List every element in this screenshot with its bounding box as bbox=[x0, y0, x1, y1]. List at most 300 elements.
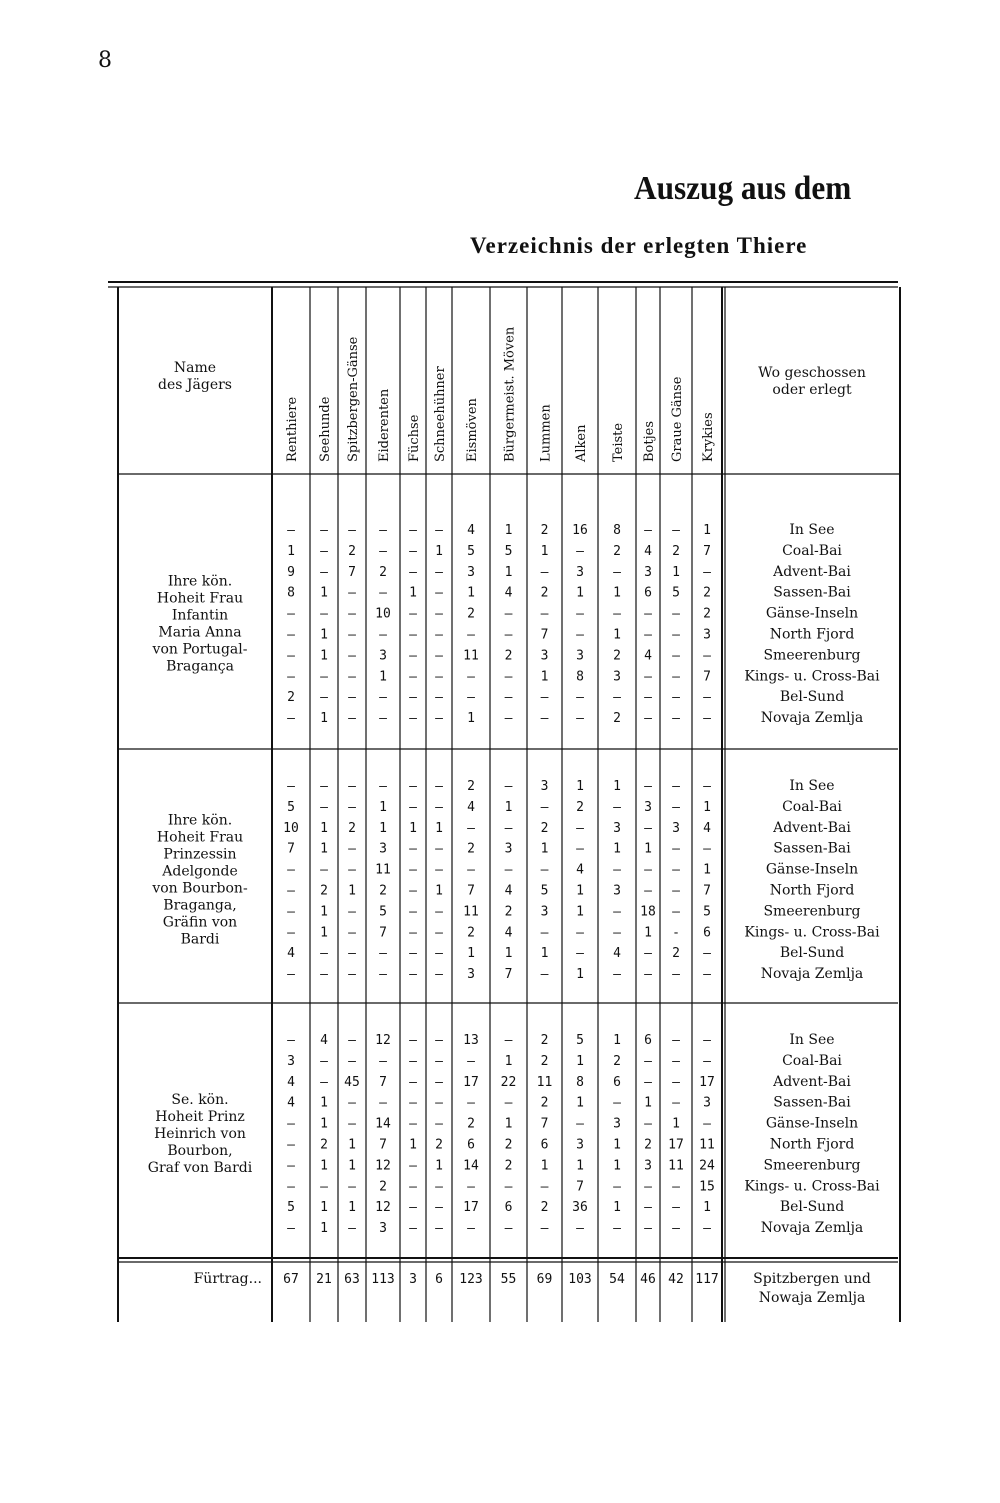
location-cell: Sassen-Bai bbox=[773, 1094, 851, 1111]
count-cell: 5 bbox=[672, 585, 680, 601]
count-cell: 1 bbox=[320, 820, 328, 836]
count-cell: — bbox=[320, 862, 328, 878]
count-cell: — bbox=[320, 779, 328, 794]
location-cell: Coal-Bai bbox=[782, 542, 842, 559]
count-cell: 7 bbox=[540, 1116, 549, 1132]
count-cell: 8 bbox=[576, 1074, 584, 1090]
count-cell: 1 bbox=[467, 946, 475, 962]
count-cell: — bbox=[644, 606, 652, 622]
count-cell: — bbox=[435, 564, 443, 580]
count-cell: — bbox=[644, 627, 652, 643]
count-cell: — bbox=[409, 523, 417, 538]
count-cell: 1 bbox=[409, 820, 417, 836]
count-cell: — bbox=[613, 606, 621, 622]
count-cell: 24 bbox=[699, 1158, 715, 1174]
count-cell: — bbox=[540, 862, 549, 878]
location-cell: Novaja Zemlja bbox=[760, 710, 864, 727]
count-cell: 10 bbox=[375, 606, 391, 622]
total-cell: 6 bbox=[435, 1272, 443, 1287]
count-cell: — bbox=[320, 946, 328, 962]
count-cell: — bbox=[613, 904, 621, 920]
count-cell: 4 bbox=[504, 585, 513, 601]
count-cell: 1 bbox=[320, 925, 328, 941]
count-cell: — bbox=[320, 564, 328, 580]
count-cell: 1 bbox=[540, 543, 549, 559]
location-cell: In See bbox=[789, 1032, 835, 1048]
count-cell: — bbox=[379, 1095, 387, 1111]
count-cell: — bbox=[409, 543, 417, 559]
count-cell: 1 bbox=[540, 1158, 549, 1174]
total-cell: 55 bbox=[500, 1272, 517, 1287]
count-cell: — bbox=[644, 690, 652, 706]
count-cell: 3 bbox=[467, 564, 475, 580]
count-cell: 11 bbox=[668, 1158, 684, 1174]
hunter-name-line: Se. kön. bbox=[171, 1092, 229, 1108]
count-cell: — bbox=[672, 904, 680, 920]
count-cell: — bbox=[435, 1179, 443, 1195]
count-cell: — bbox=[467, 627, 475, 643]
count-cell: — bbox=[644, 1179, 652, 1195]
animal-column-header: Spitzbergen-Gänse bbox=[346, 336, 361, 462]
count-cell: 2 bbox=[703, 585, 711, 601]
count-cell: — bbox=[576, 711, 584, 727]
count-cell: 6 bbox=[644, 1033, 652, 1048]
location-cell: Smeerenburg bbox=[763, 903, 861, 920]
count-cell: 2 bbox=[613, 648, 621, 664]
count-cell: 1 bbox=[348, 1200, 356, 1216]
count-cell: — bbox=[504, 669, 513, 685]
count-cell: 1 bbox=[576, 585, 584, 601]
count-cell: — bbox=[287, 1137, 295, 1153]
count-cell: — bbox=[287, 779, 295, 794]
count-cell: 8 bbox=[287, 585, 295, 601]
animal-column-header: Graue Gänse bbox=[670, 376, 685, 462]
count-cell: — bbox=[504, 862, 513, 878]
count-cell: — bbox=[320, 669, 328, 685]
count-cell: — bbox=[287, 523, 295, 538]
count-cell: 2 bbox=[703, 606, 711, 622]
location-cell: North Fjord bbox=[769, 626, 855, 643]
count-cell: — bbox=[379, 946, 387, 962]
count-cell: 2 bbox=[467, 1116, 475, 1132]
count-cell: — bbox=[703, 1221, 711, 1237]
count-cell: — bbox=[703, 841, 711, 857]
count-cell: 1 bbox=[613, 841, 621, 857]
location-cell: Sassen-Bai bbox=[773, 840, 851, 857]
count-cell: 2 bbox=[613, 543, 621, 559]
count-cell: 2 bbox=[540, 1200, 549, 1216]
count-cell: 1 bbox=[703, 862, 711, 878]
count-cell: 2 bbox=[540, 1095, 549, 1111]
count-cell: 3 bbox=[504, 841, 513, 857]
count-cell: 1 bbox=[540, 841, 549, 857]
count-cell: — bbox=[672, 967, 680, 983]
count-cell: — bbox=[540, 690, 549, 706]
count-cell: — bbox=[644, 1200, 652, 1216]
count-cell: — bbox=[644, 1116, 652, 1132]
count-cell: — bbox=[644, 946, 652, 962]
count-cell: 4 bbox=[504, 925, 513, 941]
count-cell: — bbox=[504, 820, 513, 836]
location-cell: Gänse-Inseln bbox=[765, 605, 859, 622]
count-cell: — bbox=[287, 883, 295, 899]
count-cell: — bbox=[613, 690, 621, 706]
location-cell: Coal-Bai bbox=[782, 1052, 842, 1069]
hunter-name-line: Bourbon, bbox=[167, 1143, 233, 1159]
count-cell: 1 bbox=[613, 1200, 621, 1216]
count-cell: 5 bbox=[703, 904, 711, 920]
total-cell: 69 bbox=[536, 1272, 553, 1287]
count-cell: 1 bbox=[320, 585, 328, 601]
count-cell: 11 bbox=[463, 904, 479, 920]
total-location-line: Spitzbergen und bbox=[753, 1271, 871, 1287]
count-cell: 17 bbox=[668, 1137, 684, 1153]
count-cell: 5 bbox=[504, 543, 513, 559]
count-cell: — bbox=[287, 925, 295, 941]
count-cell: — bbox=[504, 606, 513, 622]
count-cell: 1 bbox=[644, 1095, 652, 1111]
count-cell: 2 bbox=[467, 779, 475, 794]
count-cell: — bbox=[672, 1033, 680, 1048]
count-cell: 12 bbox=[375, 1158, 391, 1174]
count-cell: 2 bbox=[467, 606, 475, 622]
count-cell: 2 bbox=[379, 883, 387, 899]
count-cell: 2 bbox=[287, 690, 295, 706]
location-cell: In See bbox=[789, 522, 835, 538]
count-cell: — bbox=[348, 799, 356, 815]
count-cell: — bbox=[467, 820, 475, 836]
count-cell: 5 bbox=[287, 1200, 295, 1216]
count-cell: — bbox=[379, 690, 387, 706]
count-cell: — bbox=[409, 1200, 417, 1216]
count-cell: — bbox=[348, 690, 356, 706]
count-cell: — bbox=[348, 1116, 356, 1132]
count-cell: — bbox=[287, 606, 295, 622]
count-cell: — bbox=[504, 1221, 513, 1237]
count-cell: — bbox=[409, 648, 417, 664]
count-cell: 2 bbox=[348, 820, 356, 836]
count-cell: — bbox=[435, 690, 443, 706]
count-cell: — bbox=[409, 1053, 417, 1069]
count-cell: 11 bbox=[536, 1074, 553, 1090]
count-cell: 7 bbox=[467, 883, 475, 899]
count-cell: — bbox=[287, 862, 295, 878]
count-cell: — bbox=[703, 1033, 711, 1048]
count-cell: 1 bbox=[613, 779, 621, 794]
count-cell: — bbox=[379, 779, 387, 794]
count-cell: — bbox=[409, 1221, 417, 1237]
count-cell: — bbox=[435, 946, 443, 962]
count-cell: — bbox=[672, 1074, 680, 1090]
count-cell: — bbox=[576, 946, 584, 962]
count-cell: — bbox=[540, 564, 549, 580]
count-cell: 1 bbox=[320, 1200, 328, 1216]
count-cell: — bbox=[409, 779, 417, 794]
count-cell: 1 bbox=[409, 585, 417, 601]
count-cell: 6 bbox=[703, 925, 711, 941]
count-cell: — bbox=[435, 799, 443, 815]
animal-column-header: Eismöven bbox=[465, 398, 480, 462]
count-cell: — bbox=[348, 967, 356, 983]
count-cell: — bbox=[672, 606, 680, 622]
count-cell: — bbox=[320, 690, 328, 706]
count-cell: 1 bbox=[540, 669, 549, 685]
count-cell: 6 bbox=[644, 585, 652, 601]
count-cell: 7 bbox=[379, 1074, 387, 1090]
count-cell: 2 bbox=[672, 543, 680, 559]
count-cell: — bbox=[540, 967, 549, 983]
animal-column-header: Eiderenten bbox=[377, 388, 392, 462]
count-cell: — bbox=[320, 1053, 328, 1069]
count-cell: 2 bbox=[540, 523, 549, 538]
count-cell: — bbox=[504, 627, 513, 643]
location-cell: Advent-Bai bbox=[773, 563, 851, 580]
count-cell: — bbox=[672, 862, 680, 878]
count-cell: 1 bbox=[672, 1116, 680, 1132]
count-cell: 1 bbox=[320, 627, 328, 643]
location-cell: Advent-Bai bbox=[773, 1073, 851, 1090]
count-cell: — bbox=[409, 1074, 417, 1090]
count-cell: 3 bbox=[379, 1221, 387, 1237]
count-cell: 2 bbox=[320, 1137, 328, 1153]
count-cell: — bbox=[672, 1221, 680, 1237]
count-cell: — bbox=[703, 564, 711, 580]
count-cell: — bbox=[287, 1221, 295, 1237]
count-cell: 2 bbox=[379, 1179, 387, 1195]
count-cell: 3 bbox=[379, 841, 387, 857]
count-cell: — bbox=[644, 1221, 652, 1237]
count-cell: — bbox=[348, 904, 356, 920]
count-cell: — bbox=[435, 1200, 443, 1216]
location-cell: Bel-Sund bbox=[779, 689, 845, 706]
count-cell: 2 bbox=[379, 564, 387, 580]
count-cell: — bbox=[435, 669, 443, 685]
count-cell: — bbox=[672, 648, 680, 664]
count-cell: 2 bbox=[504, 648, 513, 664]
count-cell: — bbox=[348, 711, 356, 727]
count-cell: 3 bbox=[703, 627, 711, 643]
count-cell: — bbox=[672, 1053, 680, 1069]
count-cell: — bbox=[409, 1033, 417, 1048]
count-cell: — bbox=[348, 1179, 356, 1195]
count-cell: — bbox=[435, 523, 443, 538]
count-cell: — bbox=[644, 779, 652, 794]
count-cell: 3 bbox=[613, 669, 621, 685]
count-cell: 1 bbox=[348, 1158, 356, 1174]
count-cell: — bbox=[703, 690, 711, 706]
count-cell: — bbox=[409, 883, 417, 899]
count-cell: 3 bbox=[467, 967, 475, 983]
count-cell: — bbox=[467, 1221, 475, 1237]
count-cell: — bbox=[672, 690, 680, 706]
count-cell: 1 bbox=[504, 564, 513, 580]
count-cell: 4 bbox=[576, 862, 584, 878]
count-cell: 11 bbox=[375, 862, 391, 878]
count-cell: 2 bbox=[320, 883, 328, 899]
count-cell: — bbox=[287, 1158, 295, 1174]
count-cell: — bbox=[409, 711, 417, 727]
count-cell: 18 bbox=[640, 904, 656, 920]
location-cell: Novaja Zemlja bbox=[760, 966, 864, 983]
count-cell: — bbox=[576, 925, 584, 941]
count-cell: 2 bbox=[348, 543, 356, 559]
count-cell: 1 bbox=[576, 1158, 584, 1174]
count-cell: — bbox=[409, 925, 417, 941]
animal-column-header: Füchse bbox=[407, 414, 422, 462]
count-cell: 5 bbox=[576, 1033, 584, 1048]
count-cell: 4 bbox=[287, 946, 295, 962]
count-cell: — bbox=[409, 627, 417, 643]
count-cell: — bbox=[504, 690, 513, 706]
count-cell: 7 bbox=[348, 564, 356, 580]
location-cell: Kings- u. Cross-Bai bbox=[744, 924, 880, 941]
count-cell: 2 bbox=[467, 925, 475, 941]
count-cell: — bbox=[320, 1179, 328, 1195]
hunter-name-line: Braganga, bbox=[163, 897, 237, 914]
count-cell: 5 bbox=[540, 883, 549, 899]
count-cell: 8 bbox=[613, 523, 621, 538]
count-cell: — bbox=[409, 1095, 417, 1111]
count-cell: — bbox=[379, 543, 387, 559]
total-label: Fürtrag... bbox=[193, 1271, 262, 1287]
count-cell: 17 bbox=[463, 1074, 479, 1090]
count-cell: 1 bbox=[613, 1158, 621, 1174]
count-cell: 1 bbox=[504, 1116, 513, 1132]
count-cell: — bbox=[320, 799, 328, 815]
count-cell: — bbox=[644, 1074, 652, 1090]
count-cell: 7 bbox=[287, 841, 295, 857]
count-cell: — bbox=[672, 627, 680, 643]
count-cell: — bbox=[576, 690, 584, 706]
count-cell: — bbox=[409, 690, 417, 706]
count-cell: 1 bbox=[379, 669, 387, 685]
count-cell: — bbox=[613, 564, 621, 580]
location-cell: Advent-Bai bbox=[773, 819, 851, 836]
count-cell: 3 bbox=[379, 648, 387, 664]
count-cell: — bbox=[613, 967, 621, 983]
hunter-name-line: Bardi bbox=[180, 931, 220, 948]
count-cell: — bbox=[348, 925, 356, 941]
count-cell: 3 bbox=[576, 648, 584, 664]
location-cell: Sassen-Bai bbox=[773, 584, 851, 601]
count-cell: 6 bbox=[540, 1137, 549, 1153]
count-cell: 45 bbox=[344, 1074, 360, 1090]
count-cell: — bbox=[467, 1053, 475, 1069]
count-cell: 1 bbox=[540, 946, 549, 962]
count-cell: 4 bbox=[287, 1095, 295, 1111]
count-cell: — bbox=[409, 967, 417, 983]
count-cell: 3 bbox=[287, 1053, 295, 1069]
count-cell: — bbox=[467, 862, 475, 878]
location-cell: Kings- u. Cross-Bai bbox=[744, 668, 880, 685]
count-cell: — bbox=[672, 841, 680, 857]
count-cell: — bbox=[576, 841, 584, 857]
count-cell: — bbox=[379, 711, 387, 727]
count-cell: — bbox=[435, 841, 443, 857]
count-cell: — bbox=[576, 627, 584, 643]
location-cell: Kings- u. Cross-Bai bbox=[744, 1178, 880, 1195]
count-cell: 1 bbox=[320, 1116, 328, 1132]
count-cell: 36 bbox=[572, 1200, 588, 1216]
count-cell: 4 bbox=[320, 1033, 328, 1048]
count-cell: 1 bbox=[435, 1158, 443, 1174]
count-cell: 1 bbox=[379, 799, 387, 815]
count-cell: 2 bbox=[504, 904, 513, 920]
hunter-name-line: Bragança bbox=[166, 658, 234, 675]
location-cell: Bel-Sund bbox=[779, 945, 845, 962]
count-cell: — bbox=[348, 606, 356, 622]
total-cell: 117 bbox=[695, 1272, 719, 1287]
count-cell: 1 bbox=[320, 1158, 328, 1174]
count-cell: 1 bbox=[320, 648, 328, 664]
count-cell: 1 bbox=[576, 883, 584, 899]
count-cell: 7 bbox=[379, 925, 387, 941]
count-cell: — bbox=[613, 1095, 621, 1111]
count-cell: — bbox=[287, 1116, 295, 1132]
count-cell: — bbox=[504, 711, 513, 727]
count-cell: 2 bbox=[540, 820, 549, 836]
count-cell: — bbox=[703, 1053, 711, 1069]
count-cell: — bbox=[435, 925, 443, 941]
name-header-line: Name bbox=[173, 360, 217, 376]
count-cell: 7 bbox=[703, 883, 711, 899]
count-cell: 3 bbox=[644, 564, 652, 580]
count-cell: — bbox=[435, 1053, 443, 1069]
total-cell: 54 bbox=[609, 1272, 625, 1287]
count-cell: — bbox=[540, 1221, 549, 1237]
count-cell: — bbox=[348, 627, 356, 643]
count-cell: — bbox=[348, 862, 356, 878]
count-cell: — bbox=[435, 1221, 443, 1237]
count-cell: — bbox=[435, 1074, 443, 1090]
total-cell: 123 bbox=[459, 1272, 483, 1287]
count-cell: 4 bbox=[287, 1074, 295, 1090]
count-cell: 1 bbox=[435, 883, 443, 899]
page-subtitle: Verzeichnis der erlegten Thiere bbox=[470, 233, 808, 258]
count-cell: — bbox=[613, 799, 621, 815]
count-cell: — bbox=[672, 1200, 680, 1216]
name-header-line: des Jägers bbox=[158, 377, 232, 393]
count-cell: — bbox=[320, 967, 328, 983]
count-cell: 1 bbox=[576, 779, 584, 794]
location-header-line: oder erlegt bbox=[772, 382, 852, 398]
count-cell: — bbox=[576, 820, 584, 836]
hunter-name-line: von Portugal- bbox=[152, 641, 248, 658]
count-cell: — bbox=[348, 841, 356, 857]
page-number: 8 bbox=[98, 48, 112, 73]
count-cell: 12 bbox=[375, 1033, 391, 1048]
count-cell: — bbox=[379, 627, 387, 643]
count-cell: 3 bbox=[540, 648, 549, 664]
count-cell: 1 bbox=[644, 925, 652, 941]
hunter-name-line: Heinrich von bbox=[154, 1126, 246, 1142]
count-cell: — bbox=[644, 883, 652, 899]
count-cell: — bbox=[409, 841, 417, 857]
count-cell: 4 bbox=[644, 543, 652, 559]
count-cell: — bbox=[576, 1116, 584, 1132]
count-cell: 17 bbox=[463, 1200, 479, 1216]
count-cell: — bbox=[348, 523, 356, 538]
count-cell: — bbox=[435, 585, 443, 601]
count-cell: — bbox=[644, 523, 652, 538]
count-cell: — bbox=[409, 1179, 417, 1195]
count-cell: — bbox=[435, 606, 443, 622]
count-cell: 1 bbox=[703, 799, 711, 815]
count-cell: — bbox=[613, 925, 621, 941]
location-cell: North Fjord bbox=[769, 882, 855, 899]
count-cell: 6 bbox=[613, 1074, 621, 1090]
count-cell: 4 bbox=[467, 799, 475, 815]
